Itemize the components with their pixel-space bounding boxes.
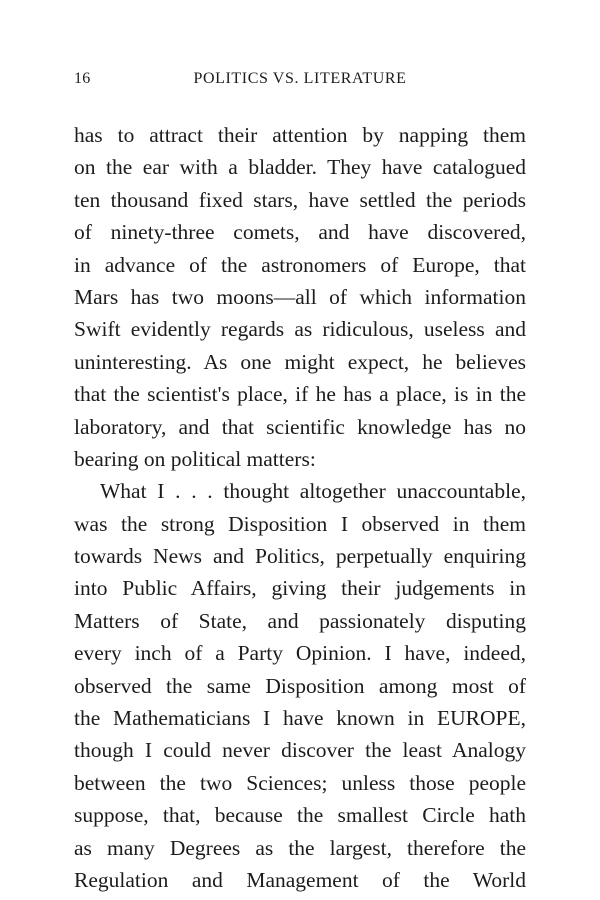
running-title: POLITICS VS. LITERATURE	[193, 70, 407, 87]
paragraph	[74, 119, 526, 475]
text-line: as many Degrees as the largest, therefore the	[74, 835, 526, 860]
text-line: bearing on political matters:	[74, 446, 316, 471]
block-quote	[74, 475, 526, 896]
text-line: the Mathematicians I have known in EUROPE,	[74, 706, 526, 731]
page-number: 16	[74, 70, 91, 87]
text-line: towards News and Politics, perpetually enquiring	[74, 544, 526, 569]
text-line: laboratory, and that scientific knowledge has no	[74, 414, 526, 439]
text-line: though I could never discover the least Analogy	[74, 738, 526, 763]
text-line: Swift evidently regards as ridiculous, useless and	[74, 317, 526, 342]
running-head	[74, 70, 526, 92]
text-line: suppose, that, because the smallest Circle hath	[74, 803, 526, 828]
text-line: What I . . . thought altogether unaccountable,	[100, 479, 526, 504]
text-line: observed the same Disposition among most of	[74, 673, 526, 698]
text-line: between the two Sciences; unless those people	[74, 770, 526, 795]
text-line: uninteresting. As one might expect, he believes	[74, 349, 526, 374]
text-line: ten thousand fixed stars, have settled the periods	[74, 187, 526, 212]
text-line: every inch of a Party Opinion. I have, indeed,	[74, 641, 526, 666]
text-line: in advance of the astronomers of Europe, that	[74, 252, 526, 277]
text-line: has to attract their attention by napping them	[74, 123, 526, 147]
text-line: of ninety-three comets, and have discovered,	[74, 220, 526, 245]
text-line: into Public Affairs, giving their judgements in	[74, 576, 526, 601]
body-text	[74, 119, 526, 896]
text-line: Matters of State, and passionately disputing	[74, 608, 526, 633]
text-line: Mars has two moons—all of which information	[74, 284, 526, 309]
text-line: that the scientist's place, if he has a place, is in the	[74, 382, 526, 407]
text-line: on the ear with a bladder. They have catalogued	[74, 155, 526, 180]
text-line: Regulation and Management of the World	[74, 867, 526, 892]
text-line: was the strong Disposition I observed in them	[74, 511, 526, 536]
